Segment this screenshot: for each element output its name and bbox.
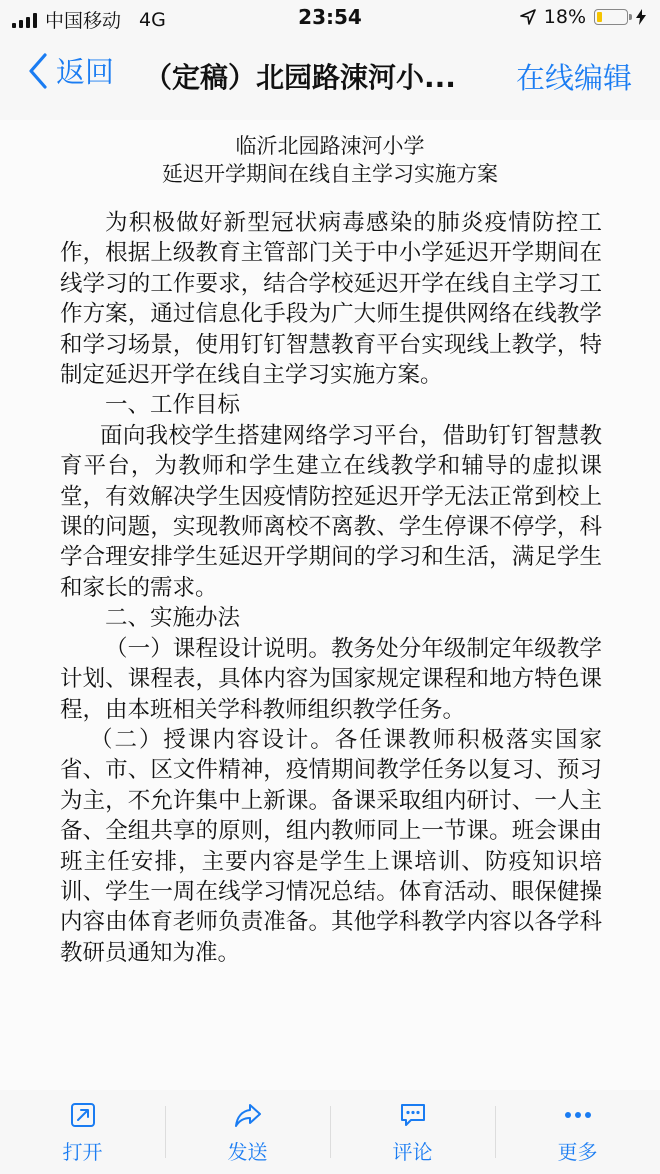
section-heading-goals: 一、工作目标 [105, 392, 241, 419]
chevron-left-icon [28, 53, 48, 89]
more-label: 更多 [557, 1139, 598, 1164]
section-heading-methods: 二、实施办法 [105, 605, 241, 632]
open-external-icon [70, 1102, 96, 1128]
lesson-content-paragraph: （二）授课内容设计。各任课教师积极落实国家省、市、区文件精神，疫情期间教学任务以复习、预习为主，不允许集中上新课。备课采取组内研讨、一人主备、全组共享的原则，组内教师同上一节课。班会课由班主任安排，主要内容是学生上课培训、防疫知识培训、学生一周在线学习情况总结。体育活动、眼保健操内容由体育老师负责准备。其他学科教学内容以各学科教研员通知为准。 [60, 726, 602, 966]
document-content[interactable] [0, 120, 660, 1090]
doc-title-line2: 延迟开学期间在线自主学习实施方案 [162, 162, 498, 186]
carrier-name: 中国移动 [45, 10, 122, 32]
doc-title-line1: 临沂北园路涑河小学 [235, 134, 425, 158]
status-bar [0, 0, 660, 36]
network-type: 4G [139, 8, 166, 31]
document-body [60, 208, 602, 968]
status-right [520, 6, 646, 28]
more-dots-icon [564, 1111, 592, 1119]
share-forward-icon [234, 1102, 262, 1128]
location-arrow-icon [520, 9, 536, 25]
goals-paragraph: 面向我校学生搭建网络学习平台，借助钉钉智慧教育平台，为教师和学生建立在线教学和辅导的虚拟课堂，有效解决学生因疫情防控延迟开学无法正常到校上课的问题，实现教师离校不离教、学生停课不停学，科学合理安排学生延迟开学期间的学习和生活，满足学生和家长的需求。 [60, 422, 602, 601]
comment-label: 评论 [392, 1139, 433, 1164]
send-button[interactable] [165, 1090, 330, 1174]
navigation-bar [0, 36, 660, 112]
comment-icon [399, 1102, 427, 1128]
battery-icon [594, 9, 628, 25]
bottom-toolbar [0, 1090, 660, 1174]
status-time: 23:54 [298, 5, 362, 29]
intro-paragraph: 为积极做好新型冠状病毒感染的肺炎疫情防控工作，根据上级教育主管部门关于中小学延迟开学期间在线学习的工作要求，结合学校延迟开学在线自主学习工作方案，通过信息化手段为广大师生提供网络在线教学和学习场景，使用钉钉智慧教育平台实现线上教学，特制定延迟开学在线自主学习实施方案。 [60, 210, 602, 389]
open-button[interactable] [0, 1090, 165, 1174]
open-label: 打开 [62, 1139, 103, 1164]
comment-button[interactable] [330, 1090, 495, 1174]
send-label: 发送 [227, 1139, 268, 1164]
more-button[interactable] [495, 1090, 660, 1174]
course-design-paragraph: （一）课程设计说明。教务处分年级制定年级教学计划、课程表，具体内容为国家规定课程和地方特色课程，由本班相关学科教师组织教学任务。 [60, 635, 602, 723]
back-label: 返回 [56, 55, 115, 89]
battery-level-fill [597, 12, 602, 22]
online-edit-button[interactable]: 在线编辑 [515, 61, 632, 95]
document-title: （定稿）北园路涑河小... [144, 61, 456, 94]
back-button[interactable] [28, 50, 114, 91]
charging-bolt-icon [636, 9, 646, 25]
battery-percent: 18% [543, 6, 586, 28]
